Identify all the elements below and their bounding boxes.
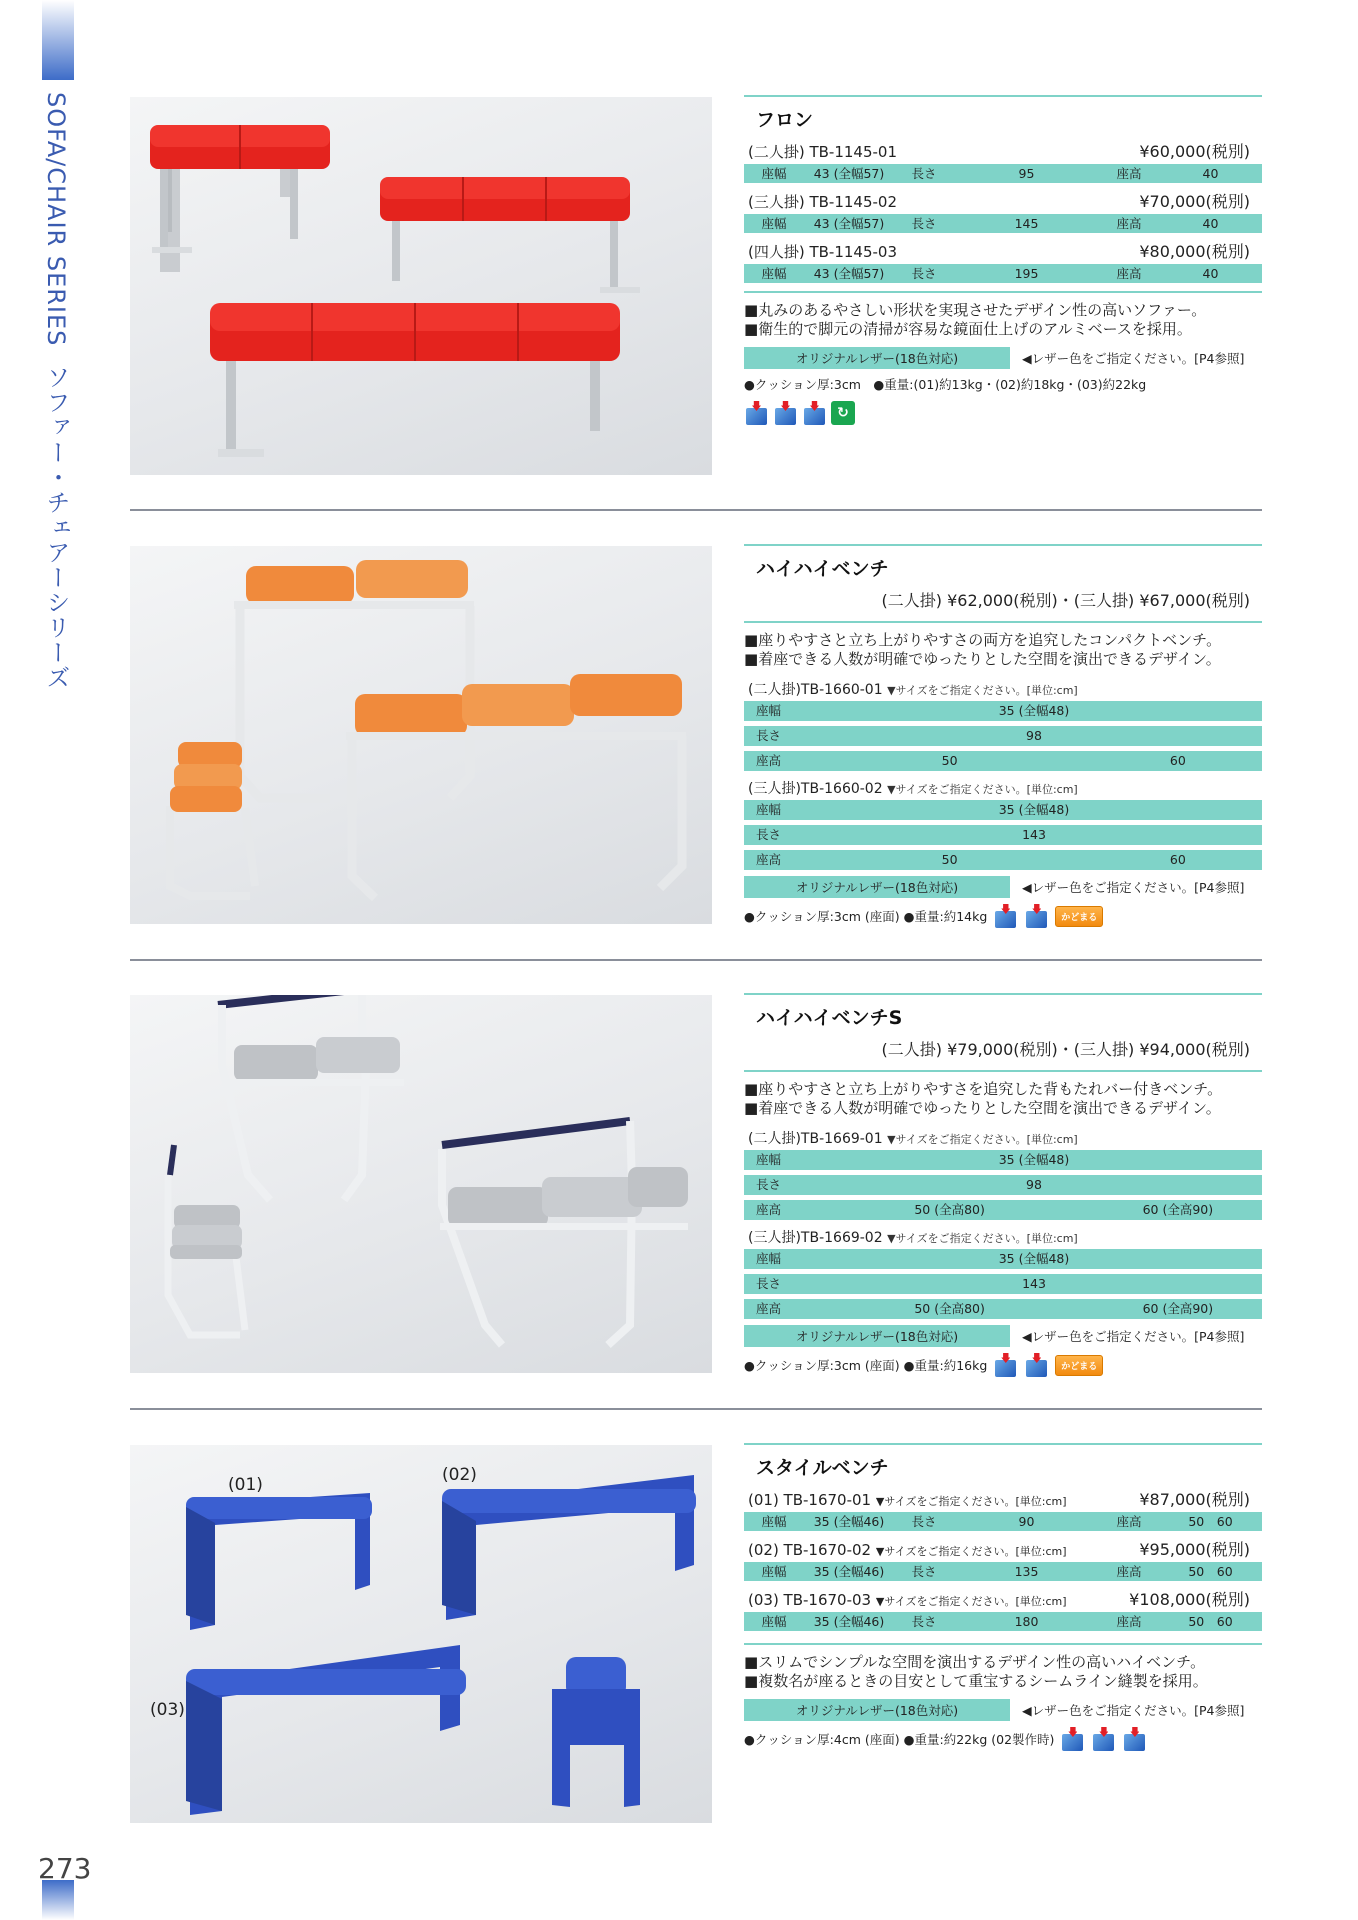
size-label: 座高 <box>756 1202 782 1217</box>
section-rule <box>744 1070 1262 1072</box>
size-label: 座高 <box>756 753 782 768</box>
spec-label: 座幅 <box>761 1614 787 1629</box>
variant-model-code: (02) TB-1670-02 <box>748 1541 872 1559</box>
size-value: 35 (全幅48) <box>998 802 1070 817</box>
size-label: 座高 <box>756 852 782 867</box>
spec-row <box>744 264 1262 283</box>
product-info-haihai <box>744 544 1262 934</box>
product-description <box>744 301 1262 339</box>
variant-model <box>748 1491 1067 1509</box>
side-color-bar-bottom <box>42 1880 74 1920</box>
product-info-haihai-s <box>744 993 1262 1383</box>
variant-price-line <box>744 136 1262 164</box>
spec-value: 145 <box>1014 216 1039 231</box>
spec-line: ●クッション厚:3cm ●重量:(01)約13kg・(02)約18kg・(03)約22kg <box>744 377 1147 392</box>
spec-value: 135 <box>1014 1564 1039 1579</box>
size-value: 60 (全高90) <box>1142 1202 1214 1217</box>
product-name: スタイルベンチ <box>756 1457 889 1479</box>
leather-label: オリジナルレザー(18色対応) <box>744 1325 1010 1347</box>
size-row <box>744 1249 1262 1269</box>
leather-option <box>744 876 1262 898</box>
product-name: フロン <box>756 109 814 131</box>
page-number: 273 <box>38 1852 92 1885</box>
leather-option <box>744 347 1262 369</box>
size-note: ▼サイズをご指定ください。[単位:cm] <box>887 783 1078 796</box>
size-note: ▼サイズをご指定ください。[単位:cm] <box>875 1595 1067 1608</box>
model-line <box>744 1126 1262 1150</box>
spec-label: 長さ <box>911 216 937 231</box>
spec-value: 50 60 <box>1188 1614 1233 1629</box>
size-value: 50 (全高80) <box>914 1301 985 1316</box>
model-line <box>744 677 1262 701</box>
model-code: (三人掛)TB-1660-02 <box>748 781 883 797</box>
stackable-icon <box>993 1353 1018 1377</box>
size-label: 長さ <box>756 1177 782 1192</box>
price-summary-line <box>744 1034 1262 1062</box>
spec-value: 180 <box>1014 1614 1039 1629</box>
spec-label: 座高 <box>1116 1564 1142 1579</box>
size-row <box>744 1274 1262 1294</box>
spec-value: 43 (全幅57) <box>813 166 885 181</box>
variant-model-code: (03) TB-1670-03 <box>748 1591 872 1609</box>
spec-label: 座高 <box>1116 1614 1142 1629</box>
model-line <box>744 1225 1262 1249</box>
model-line <box>744 776 1262 800</box>
description-line: ■ 着座できる人数が明確でゆったりとした空間を演出できるデザイン。 <box>744 1099 1262 1118</box>
size-row <box>744 1299 1262 1319</box>
section-rule <box>744 95 1262 97</box>
variant-price: ¥60,000(税別) <box>1139 142 1250 161</box>
product-description <box>744 1080 1262 1118</box>
size-value: 60 <box>1169 753 1186 768</box>
spec-label: 座高 <box>1116 166 1142 181</box>
size-value: 60 (全高90) <box>1142 1301 1214 1316</box>
description-line: ■ 座りやすさと立ち上がりやすさを追究した背もたれバー付きベンチ。 <box>744 1080 1262 1099</box>
spec-value: 195 <box>1014 266 1039 281</box>
spec-label: 座幅 <box>761 1514 787 1529</box>
kadomaru-badge: かどまる <box>1055 1355 1103 1376</box>
description-line: ■ 着座できる人数が明確でゆったりとした空間を演出できるデザイン。 <box>744 650 1262 669</box>
spec-line-with-icons <box>744 1727 1262 1751</box>
price-summary-line <box>744 585 1262 613</box>
size-row <box>744 1175 1262 1195</box>
spec-row <box>744 1512 1262 1531</box>
spec-value: 95 <box>1018 166 1035 181</box>
spec-label: 長さ <box>911 1614 937 1629</box>
size-value: 98 <box>1026 1177 1042 1192</box>
leather-label: オリジナルレザー(18色対応) <box>744 347 1010 369</box>
size-label: 座幅 <box>756 1152 782 1167</box>
spec-value: 40 <box>1202 166 1219 181</box>
description-line: ■ スリムでシンプルな空間を演出するデザイン性の高いハイベンチ。 <box>744 1653 1262 1672</box>
spec-label: 座幅 <box>761 216 787 231</box>
size-row <box>744 1150 1262 1170</box>
size-label: 長さ <box>756 827 782 842</box>
size-label: 座高 <box>756 1301 782 1316</box>
spec-row <box>744 164 1262 183</box>
spec-row <box>744 1612 1262 1631</box>
size-value: 50 <box>941 852 958 867</box>
size-row <box>744 726 1262 746</box>
feature-icons <box>744 401 1262 425</box>
spec-value: 40 <box>1202 266 1219 281</box>
size-row <box>744 701 1262 721</box>
series-title <box>42 92 74 712</box>
spec-value: 40 <box>1202 216 1219 231</box>
size-value: 98 <box>1026 728 1042 743</box>
stackable-icon <box>1060 1727 1085 1751</box>
size-label: 座幅 <box>756 802 782 817</box>
model-code: (三人掛)TB-1669-02 <box>748 1230 883 1246</box>
size-label: 長さ <box>756 1276 782 1291</box>
size-note: ▼サイズをご指定ください。[単位:cm] <box>887 1232 1078 1245</box>
product-photo-style-bench <box>130 1445 712 1823</box>
size-label: 座幅 <box>756 1251 782 1266</box>
size-label: 座幅 <box>756 703 782 718</box>
size-label: 長さ <box>756 728 782 743</box>
spec-label: 長さ <box>911 1564 937 1579</box>
description-line: ■ 衛生的で脚元の清掃が容易な鏡面仕上げのアルミベースを採用。 <box>744 320 1262 339</box>
series-title-jp: ソファー・チェアーシリーズ <box>42 365 70 691</box>
variant-price: ¥70,000(税別) <box>1139 192 1250 211</box>
product-info-furon <box>744 95 1262 425</box>
stackable-icon <box>1122 1727 1147 1751</box>
leather-label: オリジナルレザー(18色対応) <box>744 876 1010 898</box>
size-note: ▼サイズをご指定ください。[単位:cm] <box>875 1545 1067 1558</box>
variant-price-line <box>744 236 1262 264</box>
section-divider <box>130 1408 1262 1410</box>
eco-icon: ↻ <box>831 401 855 425</box>
price-summary: (二人掛) ¥62,000(税別)・(三人掛) ¥67,000(税別) <box>881 591 1250 610</box>
size-value: 50 (全高80) <box>914 1202 985 1217</box>
leather-option <box>744 1325 1262 1347</box>
size-value: 35 (全幅48) <box>998 1152 1070 1167</box>
section-rule <box>744 1443 1262 1445</box>
variant-model: (二人掛) TB-1145-01 <box>748 143 898 161</box>
variant-model: (三人掛) TB-1145-02 <box>748 193 898 211</box>
variant-price: ¥87,000(税別) <box>1139 1490 1250 1509</box>
price-summary: (二人掛) ¥79,000(税別)・(三人掛) ¥94,000(税別) <box>881 1040 1250 1059</box>
section-divider <box>130 959 1262 961</box>
spec-row <box>744 1562 1262 1581</box>
product-description <box>744 1653 1262 1691</box>
series-title-en: SOFA/CHAIR SERIES <box>42 92 70 347</box>
size-row <box>744 800 1262 820</box>
variant-price-line <box>744 1584 1262 1612</box>
section-rule <box>744 621 1262 623</box>
size-value: 60 <box>1169 852 1186 867</box>
product-name: ハイハイベンチ <box>756 558 889 580</box>
stackable-icon <box>773 401 798 425</box>
description-line: ■ 複数名が座るときの目安として重宝するシームライン縫製を採用。 <box>744 1672 1262 1691</box>
size-note: ▼サイズをご指定ください。[単位:cm] <box>887 684 1078 697</box>
size-value: 35 (全幅48) <box>998 703 1070 718</box>
spec-line: ●クッション厚:3cm (座面) ●重量:約16kg <box>744 1358 988 1373</box>
variant-price-line <box>744 1484 1262 1512</box>
spec-value: 43 (全幅57) <box>813 266 885 281</box>
variant-model: (四人掛) TB-1145-03 <box>748 243 898 261</box>
section-rule <box>744 544 1262 546</box>
spec-line-with-icons <box>744 904 1262 928</box>
kadomaru-badge: かどまる <box>1055 906 1103 927</box>
section-rule <box>744 291 1262 293</box>
spec-value: 35 (全幅46) <box>813 1514 885 1529</box>
spec-label: 長さ <box>911 1514 937 1529</box>
spec-line: ●クッション厚:3cm (座面) ●重量:約14kg <box>744 909 988 924</box>
spec-value: 35 (全幅46) <box>813 1614 885 1629</box>
variant-model <box>748 1541 1067 1559</box>
stackable-icon <box>1024 1353 1049 1377</box>
variant-price-line <box>744 186 1262 214</box>
spec-value: 50 60 <box>1188 1514 1233 1529</box>
leather-note: ◀レザー色をご指定ください。[P4参照] <box>1022 1703 1245 1718</box>
description-line: ■ 丸みのあるやさしい形状を実現させたデザイン性の高いソファー。 <box>744 301 1262 320</box>
spec-label: 座高 <box>1116 1514 1142 1529</box>
leather-option <box>744 1699 1262 1721</box>
leather-label: オリジナルレザー(18色対応) <box>744 1699 1010 1721</box>
size-value: 143 <box>1022 827 1046 842</box>
spec-line: ●クッション厚:4cm (座面) ●重量:約22kg (02製作時) <box>744 1732 1055 1747</box>
section-divider <box>130 509 1262 511</box>
size-note: ▼サイズをご指定ください。[単位:cm] <box>875 1495 1067 1508</box>
product-photo-haihai <box>130 546 712 924</box>
spec-value: 35 (全幅46) <box>813 1564 885 1579</box>
photo-label-03: (03) <box>150 1700 185 1720</box>
model-code: (二人掛)TB-1660-01 <box>748 682 883 698</box>
size-row <box>744 751 1262 771</box>
spec-label: 長さ <box>911 266 937 281</box>
spec-label: 座高 <box>1116 216 1142 231</box>
product-photo-furon <box>130 97 712 475</box>
product-description <box>744 631 1262 669</box>
spec-value: 50 60 <box>1188 1564 1233 1579</box>
model-code: (二人掛)TB-1669-01 <box>748 1131 883 1147</box>
product-info-style-bench <box>744 1443 1262 1757</box>
size-row <box>744 850 1262 870</box>
spec-label: 座高 <box>1116 266 1142 281</box>
spec-label: 座幅 <box>761 1564 787 1579</box>
size-value: 50 <box>941 753 958 768</box>
section-rule <box>744 1643 1262 1645</box>
product-photo-haihai-s <box>130 995 712 1373</box>
stackable-icon <box>1091 1727 1116 1751</box>
variant-price: ¥80,000(税別) <box>1139 242 1250 261</box>
size-row <box>744 825 1262 845</box>
side-color-bar-top <box>42 0 74 80</box>
size-value: 35 (全幅48) <box>998 1251 1070 1266</box>
size-row <box>744 1200 1262 1220</box>
spec-value: 90 <box>1018 1514 1035 1529</box>
photo-label-02: (02) <box>442 1465 477 1485</box>
stackable-icon <box>993 904 1018 928</box>
variant-price: ¥108,000(税別) <box>1129 1590 1250 1609</box>
leather-note: ◀レザー色をご指定ください。[P4参照] <box>1022 880 1245 895</box>
description-line: ■ 座りやすさと立ち上がりやすさの両方を追究したコンパクトベンチ。 <box>744 631 1262 650</box>
spec-label: 座幅 <box>761 166 787 181</box>
size-value: 143 <box>1022 1276 1046 1291</box>
leather-note: ◀レザー色をご指定ください。[P4参照] <box>1022 351 1245 366</box>
variant-price: ¥95,000(税別) <box>1139 1540 1250 1559</box>
spec-value: 43 (全幅57) <box>813 216 885 231</box>
variant-price-line <box>744 1534 1262 1562</box>
spec-line-with-icons <box>744 1353 1262 1377</box>
stackable-icon <box>802 401 827 425</box>
leather-note: ◀レザー色をご指定ください。[P4参照] <box>1022 1329 1245 1344</box>
section-rule <box>744 993 1262 995</box>
product-name: ハイハイベンチS <box>756 1007 903 1029</box>
stackable-icon <box>744 401 769 425</box>
variant-model-code: (01) TB-1670-01 <box>748 1491 872 1509</box>
spec-label: 長さ <box>911 166 937 181</box>
size-note: ▼サイズをご指定ください。[単位:cm] <box>887 1133 1078 1146</box>
spec-row <box>744 214 1262 233</box>
spec-label: 座幅 <box>761 266 787 281</box>
stackable-icon <box>1024 904 1049 928</box>
photo-label-01: (01) <box>228 1475 263 1495</box>
variant-model <box>748 1591 1067 1609</box>
